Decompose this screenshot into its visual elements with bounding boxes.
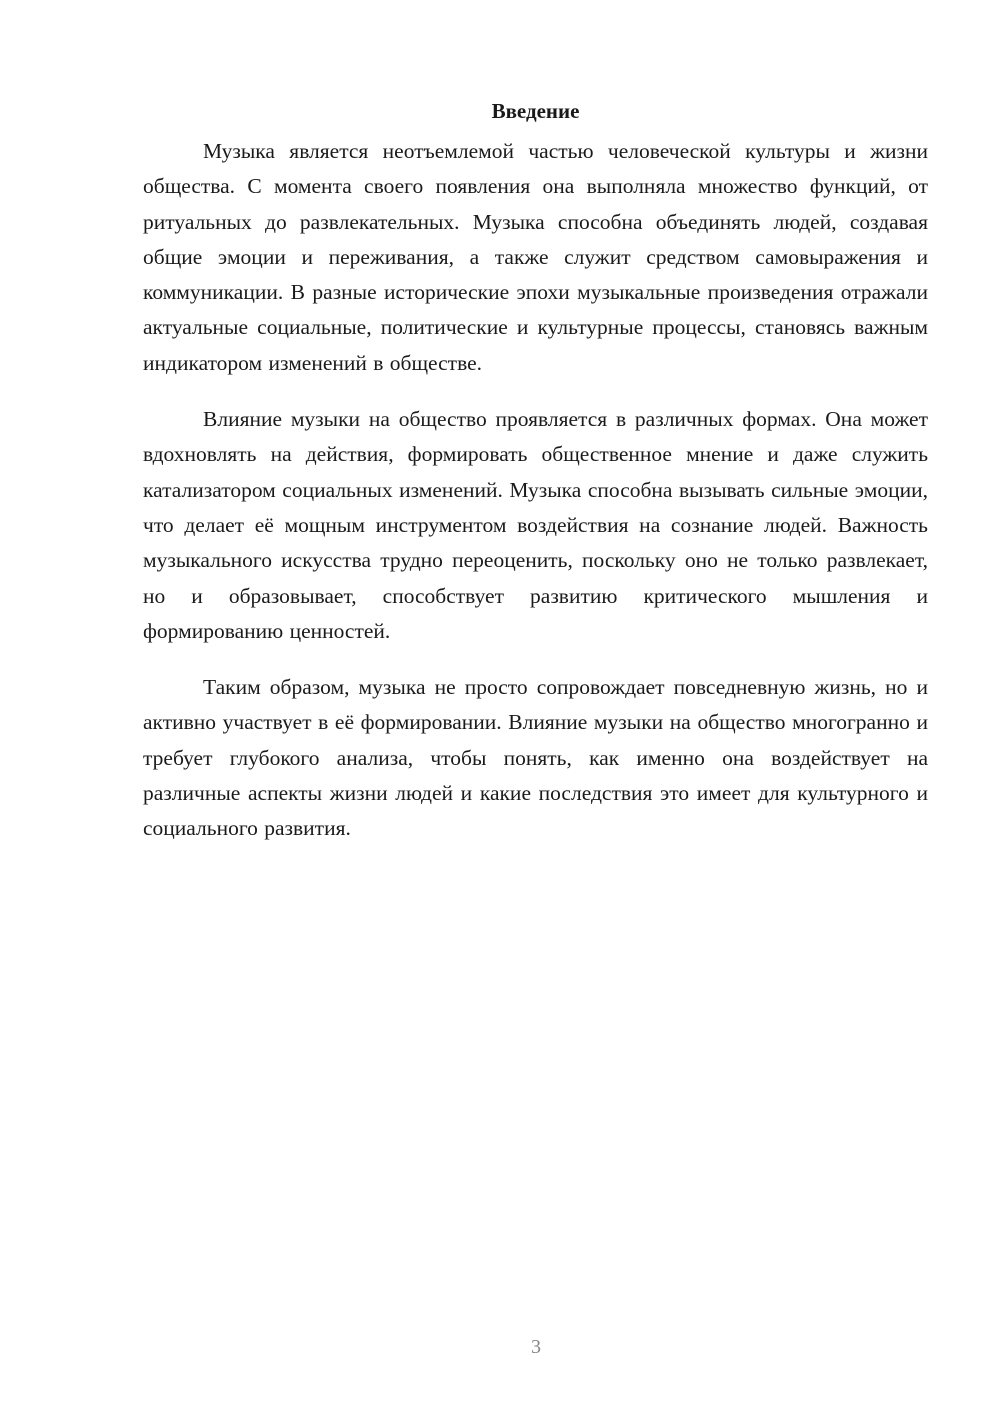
paragraph-3: Таким образом, музыка не просто сопровождает повседневную жизнь, но и активно участвует в её формировании. Влияние музыки на общество многогранно и требует глубокого анализа, чтобы понять, как именно она воздействует на различные аспекты жизни людей и какие последствия это имеет для культурного и социального развития. bbox=[143, 675, 928, 841]
page-content bbox=[143, 96, 928, 868]
paragraph-1: Музыка является неотъемлемой частью человеческой культуры и жизни общества. С момента своего появления она выполняла множество функций, от ритуальных до развлекательных. Музыка способна объединять людей, создавая общие эмоции и переживания, а также служит средством самовыражения и коммуникации. В разные исторические эпохи музыкальные произведения отражали актуальные социальные, политические и культурные процессы, становясь важным индикатором изменений в обществе. bbox=[143, 139, 928, 375]
paragraph-2: Влияние музыки на общество проявляется в различных формах. Она может вдохновлять на действия, формировать общественное мнение и даже служить катализатором социальных изменений. Музыка способна вызывать сильные эмоции, что делает её мощным инструментом воздействия на сознание людей. Важность музыкального искусства трудно переоценить, поскольку оно не только развлекает, но и образовывает, способствует развитию критического мышления и формированию ценностей. bbox=[143, 407, 928, 643]
page-number: 3 bbox=[531, 1336, 541, 1358]
section-heading: Введение bbox=[491, 99, 580, 123]
